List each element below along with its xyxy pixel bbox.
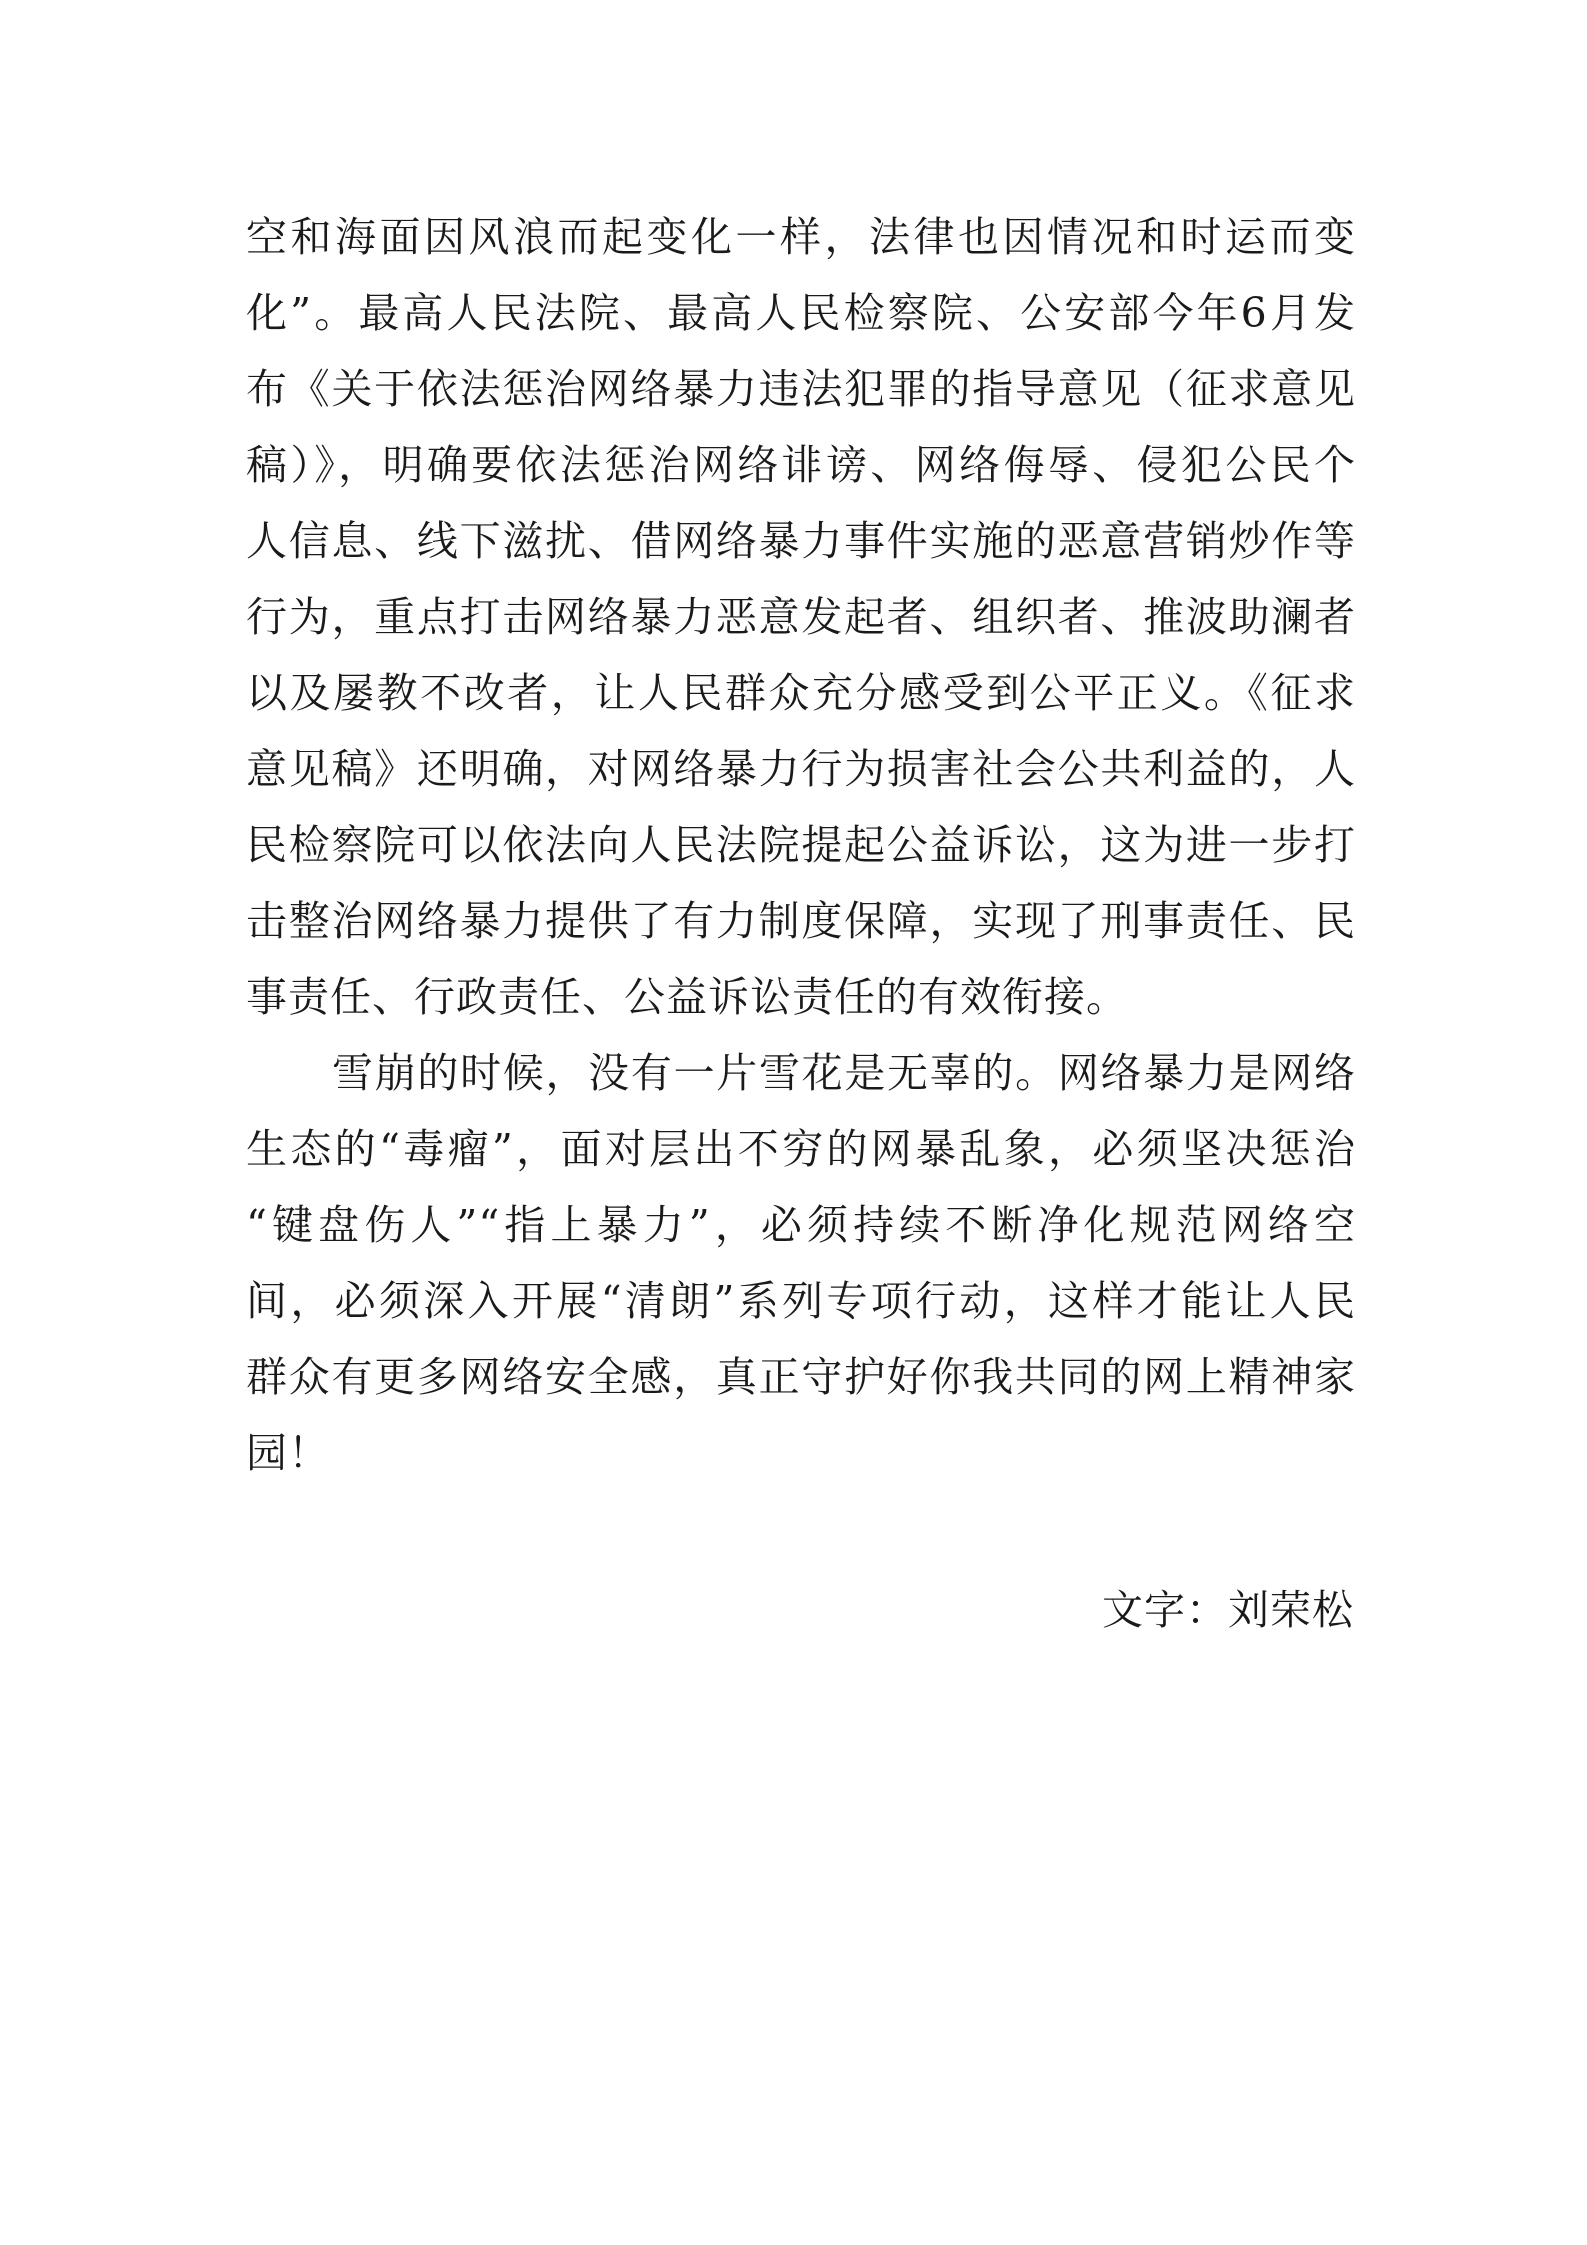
text-line: 事责任、行政责任、公益诉讼责任的有效衔接。 xyxy=(246,973,1128,1021)
text-line: 以及屡教不改者，让人民群众充分感受到公平正义。《征求 xyxy=(246,669,1356,717)
text-line: 间，必须深入开展“清朗”系列专项行动，这样才能让人民 xyxy=(246,1277,1356,1325)
paragraph-1 xyxy=(246,199,1356,1035)
text-line: 生态的“毒瘤”，面对层出不穷的网暴乱象，必须坚决惩治 xyxy=(246,1125,1356,1173)
text-line: 人信息、线下滋扰、借网络暴力事件实施的恶意营销炒作等 xyxy=(246,517,1356,565)
text-line: 化”。最高人民法院、最高人民检察院、公安部今年6月发 xyxy=(246,289,1356,337)
text-line: 行为，重点打击网络暴力恶意发起者、组织者、推波助澜者 xyxy=(246,593,1356,641)
text-line: 稿）》，明确要依法惩治网络诽谤、网络侮辱、侵犯公民个 xyxy=(246,441,1356,489)
text-line: 群众有更多网络安全感，真正守护好你我共同的网上精神家 xyxy=(246,1353,1356,1401)
text-line: 布《关于依法惩治网络暴力违法犯罪的指导意见（征求意见 xyxy=(246,365,1356,413)
article-body xyxy=(246,199,1356,1491)
text-line: 击整治网络暴力提供了有力制度保障，实现了刑事责任、民 xyxy=(246,897,1356,945)
text-line: 雪崩的时候，没有一片雪花是无辜的。网络暴力是网络 xyxy=(332,1049,1356,1097)
text-line: “键盘伤人”“指上暴力”，必须持续不断净化规范网络空 xyxy=(246,1201,1356,1249)
author-signature: 文字：刘荣松 xyxy=(1102,1586,1354,1634)
text-line: 园！ xyxy=(246,1429,330,1477)
text-line: 空和海面因风浪而起变化一样，法律也因情况和时运而变 xyxy=(246,213,1356,261)
text-line: 意见稿》还明确，对网络暴力行为损害社会公共利益的，人 xyxy=(246,745,1356,793)
text-line: 民检察院可以依法向人民法院提起公益诉讼，这为进一步打 xyxy=(246,821,1356,869)
paragraph-2 xyxy=(246,1035,1356,1491)
